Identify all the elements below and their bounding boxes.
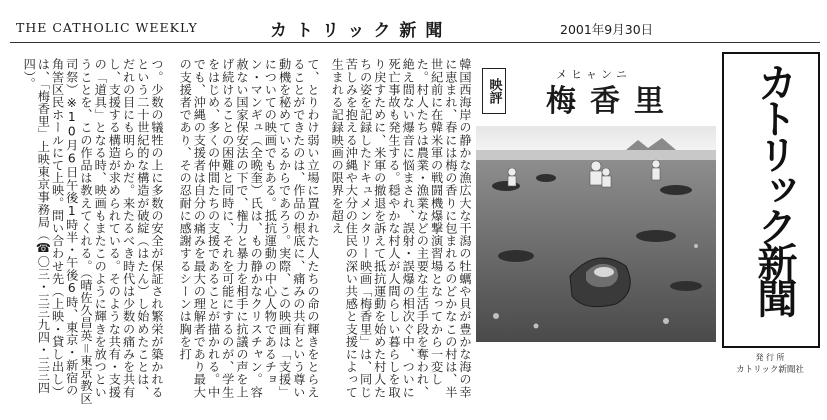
article-text-left: つ。少数の犠牲の上に多数の安全が保証され繁栄が築かれるという二十世紀的な構造が破綻（はたん）し始めたことは、だれの目にも明らかだ。来たるべき時代は少数の痛みを共有し、支援する構造が求められている。そのような共有・支援の「道具」となる時、映画もまたこのように輝きを放つということを、この作品は教えてくれる。（晴佐久昌英＝東京教区司祭）※10月6日午後1時半・午後6時、東京・新宿の角筈区民ホールにて上映。問い合わせ先（上映・貸し出し）は、「梅香里」上映東京事務局（☎〇三・三三九四・三三四四）。	[22, 58, 164, 405]
paper-name-japanese: カトリック新聞	[270, 21, 452, 41]
article-text-middle: て、とりわけ弱い立場に置かれた人たちの命の輝きをとらえることができたのは、作品の根底に、痛みの共有という尊い動機を秘めているからであろう。実際、この映画は「支援」についての映画でもある。抵抗運動の中心人物であるチョン・マンギュ（全晩奎）氏は、もの静かなクリスチャン。容赦ない国家保安法の下で、権力と暴力を相手に抗議の声を上げ続けることの困難と同時に、それを可能にするのが、学生をはじめ、多くの仲間たちの支援であることが描かれる。中でも、沖縄の支援者は自分の痛みを最大の理解者であり最大の支援者であり、その忍耐に感謝するシーンは胸を打	[178, 58, 320, 399]
title-ruby: メヒャンニ	[556, 68, 631, 81]
paper-name-english: THE CATHOLIC WEEKLY	[16, 20, 198, 35]
masthead-logo-block	[722, 52, 818, 375]
review-title: 梅香里	[546, 84, 678, 119]
page-header	[0, 0, 827, 40]
film-still-photo	[476, 126, 716, 342]
film-review-article	[14, 58, 714, 410]
photo-tidal-flat-icon	[476, 126, 716, 342]
publisher-label: 発 行 所	[755, 353, 785, 362]
publisher-name: カトリック新聞社	[736, 365, 804, 375]
article-text-right: 韓国西海岸の静かな漁広大な干潟の牡蠣や貝が豊かな海の幸に恵まれ、春には梅の香りに包まれるのどかなこの村は、半世紀前に在韓米軍の戦闘機爆撃演習場となってから一変した。村人たちは農業・漁業などの主要な生活手段を奪われ、絶え間ない爆音に悩まされ、誤射・誤爆の相次ぐ中、ついに死亡事故も発生する。穏やかな村人が人間らしい暮らしを取り戻すために、米軍の撤退を訴えて抵抗運動を始めた村人たちの姿を記録したドキュメンタリー映画「梅香里」は、同じ苦しみを抱える沖縄や大分の住民の深い共感と支援によって生まれる記録映画の限界を超え	[330, 58, 472, 399]
masthead-logo-text: カトリック新聞	[751, 62, 797, 314]
review-tag: 映評	[482, 68, 506, 114]
issue-date: 2001年9月30日	[560, 22, 654, 37]
review-title-block	[476, 58, 721, 122]
header-rule	[10, 42, 820, 43]
masthead-logo-frame	[722, 52, 820, 348]
